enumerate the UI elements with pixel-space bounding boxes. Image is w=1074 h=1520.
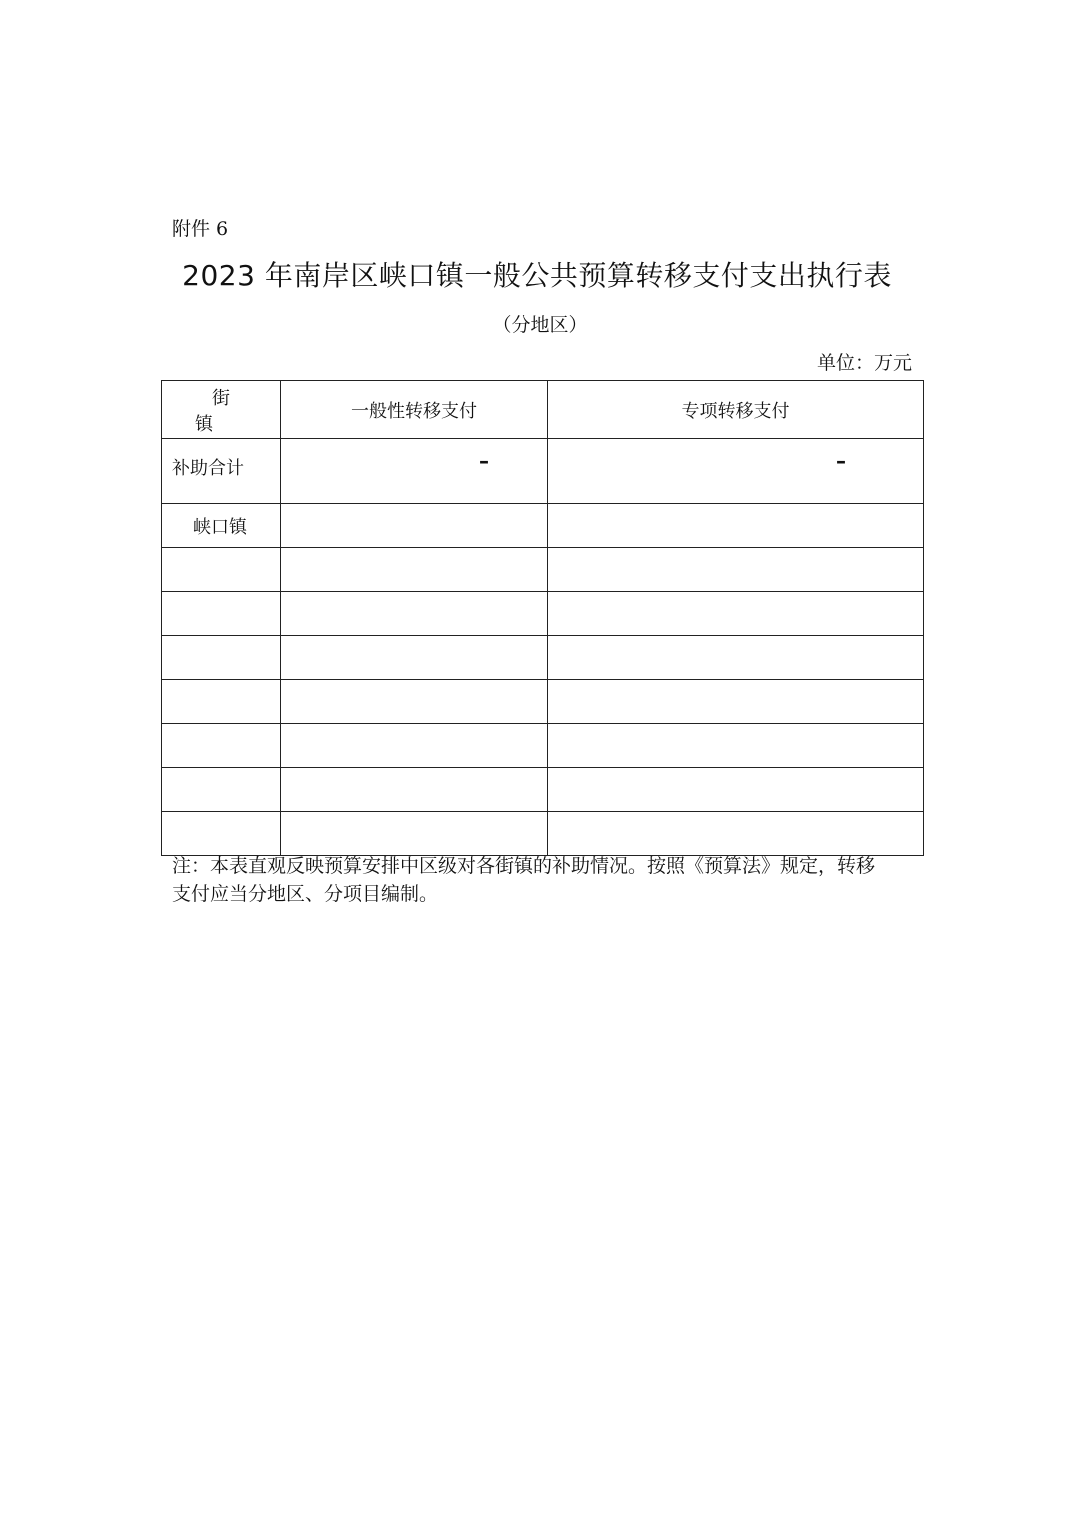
cell-street-name xyxy=(162,812,281,856)
table-row xyxy=(162,548,924,592)
document-subtitle: （分地区） xyxy=(492,314,588,336)
cell-general-transfer xyxy=(281,680,548,724)
cell-street-name xyxy=(162,592,281,636)
table-row xyxy=(162,504,924,548)
header-general-transfer: 一般性转移支付 xyxy=(281,381,548,439)
cell-street-name xyxy=(162,680,281,724)
table-row xyxy=(162,724,924,768)
header-street: 街 镇 xyxy=(162,381,281,439)
cell-street-name: 峡口镇 xyxy=(162,504,281,548)
total-row xyxy=(162,439,924,504)
cell-special-transfer xyxy=(548,680,924,724)
total-general-cell xyxy=(281,439,548,504)
note-line-2: 支付应当分地区、分项目编制。 xyxy=(172,883,439,905)
cell-special-transfer xyxy=(548,724,924,768)
total-special-value: – xyxy=(836,449,846,473)
cell-general-transfer xyxy=(281,592,548,636)
unit-label: 单位：万元 xyxy=(816,352,912,374)
table-row xyxy=(162,592,924,636)
cell-general-transfer xyxy=(281,768,548,812)
cell-special-transfer xyxy=(548,812,924,856)
total-special-cell xyxy=(548,439,924,504)
cell-special-transfer xyxy=(548,548,924,592)
cell-general-transfer xyxy=(281,636,548,680)
cell-street-name xyxy=(162,768,281,812)
cell-general-transfer xyxy=(281,724,548,768)
cell-special-transfer xyxy=(548,504,924,548)
cell-general-transfer xyxy=(281,812,548,856)
cell-special-transfer xyxy=(548,636,924,680)
table-row xyxy=(162,768,924,812)
table-note xyxy=(172,852,917,908)
attachment-label: 附件 6 xyxy=(172,218,229,240)
cell-special-transfer xyxy=(548,592,924,636)
total-general-value: – xyxy=(479,449,489,473)
header-special-transfer: 专项转移支付 xyxy=(548,381,924,439)
cell-special-transfer xyxy=(548,768,924,812)
cell-street-name xyxy=(162,724,281,768)
note-line-1: 注：本表直观反映预算安排中区级对各街镇的补助情况。按照《预算法》规定，转移 xyxy=(172,855,876,877)
total-label: 补助合计 xyxy=(162,439,281,504)
table-header-row xyxy=(162,381,924,439)
transfer-payment-table xyxy=(161,380,924,856)
table-row xyxy=(162,636,924,680)
document-title: 2023 年南岸区峡口镇一般公共预算转移支付支出执行表 xyxy=(182,259,892,292)
cell-street-name xyxy=(162,548,281,592)
table-row xyxy=(162,812,924,856)
cell-general-transfer xyxy=(281,548,548,592)
cell-street-name xyxy=(162,636,281,680)
cell-general-transfer xyxy=(281,504,548,548)
table-row xyxy=(162,680,924,724)
